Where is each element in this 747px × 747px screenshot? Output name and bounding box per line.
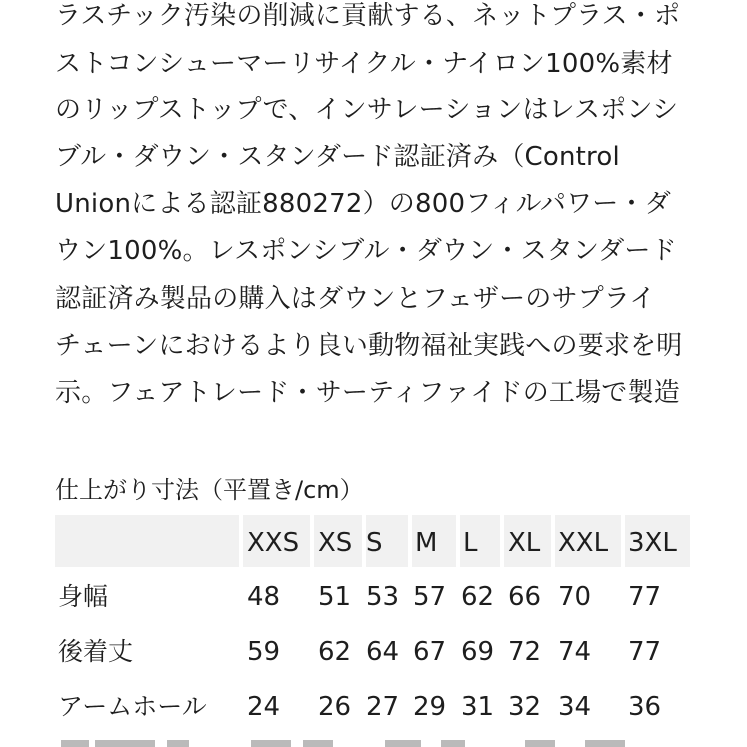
cut-off-glyph [525, 740, 555, 747]
size-header-s: S [366, 528, 383, 558]
cut-off-glyph [95, 740, 155, 747]
table-cell: 53 [366, 582, 400, 612]
size-header-xxs: XXS [247, 528, 300, 558]
description-line-4: ブル・ダウン・スタンダード認証済み（Control [55, 142, 620, 172]
cut-off-glyph [585, 740, 625, 747]
description-line-8: チェーンにおけるより良い動物福祉実践への要求を明 [55, 331, 683, 361]
description-line-9: 示。フェアトレード・サーティファイドの工場で製造 [55, 378, 680, 408]
table-cell: 62 [461, 582, 495, 612]
table-cell: 36 [628, 692, 662, 722]
table-cell: 72 [508, 637, 542, 667]
table-cell: 67 [413, 637, 447, 667]
table-cell: 77 [628, 637, 662, 667]
cut-off-glyph [251, 740, 291, 747]
size-header-m: M [415, 528, 438, 558]
table-cell: 64 [366, 637, 400, 667]
table-cell: 27 [366, 692, 400, 722]
table-cell: 32 [508, 692, 542, 722]
table-cell: 74 [558, 637, 592, 667]
row-label-chest-width: 身幅 [58, 582, 109, 611]
cut-off-glyph [441, 740, 465, 747]
row-label-armhole: アームホール [58, 692, 207, 721]
cut-off-glyph [61, 740, 89, 747]
table-cell: 29 [413, 692, 447, 722]
description-line-7: 認証済み製品の購入はダウンとフェザーのサプライ [55, 284, 656, 314]
table-cell: 51 [318, 582, 352, 612]
table-cell: 59 [247, 637, 281, 667]
table-cell: 57 [413, 582, 447, 612]
table-cell: 24 [247, 692, 281, 722]
description-line-1: ラスチック汚染の削減に貢献する、ネットプラス・ポ [55, 1, 681, 31]
size-header-l: L [463, 528, 478, 558]
description-line-2: ストコンシューマーリサイクル・ナイロン100%素材 [55, 49, 673, 79]
row-label-back-length: 後着丈 [58, 637, 134, 666]
description-line-3: のリップストップで、インサレーションはレスポンシ [55, 95, 679, 125]
table-cell: 66 [508, 582, 542, 612]
size-header-xxl: XXL [558, 528, 609, 558]
cut-off-text-row [55, 740, 690, 747]
table-cell: 48 [247, 582, 281, 612]
table-cell: 26 [318, 692, 352, 722]
description-line-6: ウン100%。レスポンシブル・ダウン・スタンダード [55, 236, 677, 266]
header-corner-cell [55, 515, 239, 567]
table-cell: 62 [318, 637, 352, 667]
cut-off-glyph [385, 740, 421, 747]
cut-off-glyph [303, 740, 333, 747]
size-chart-table [55, 515, 690, 747]
table-cell: 69 [461, 637, 495, 667]
table-cell: 70 [558, 582, 592, 612]
cut-off-glyph [167, 740, 189, 747]
table-cell: 77 [628, 582, 662, 612]
size-header-3xl: 3XL [628, 528, 677, 558]
size-chart-title: 仕上がり寸法（平置き/cm） [55, 476, 364, 504]
table-cell: 34 [558, 692, 592, 722]
table-cell: 31 [461, 692, 495, 722]
description-line-5: Unionによる認証880272）の800フィルパワー・ダ [55, 189, 671, 219]
size-header-xl: XL [508, 528, 541, 558]
size-header-xs: XS [318, 528, 353, 558]
